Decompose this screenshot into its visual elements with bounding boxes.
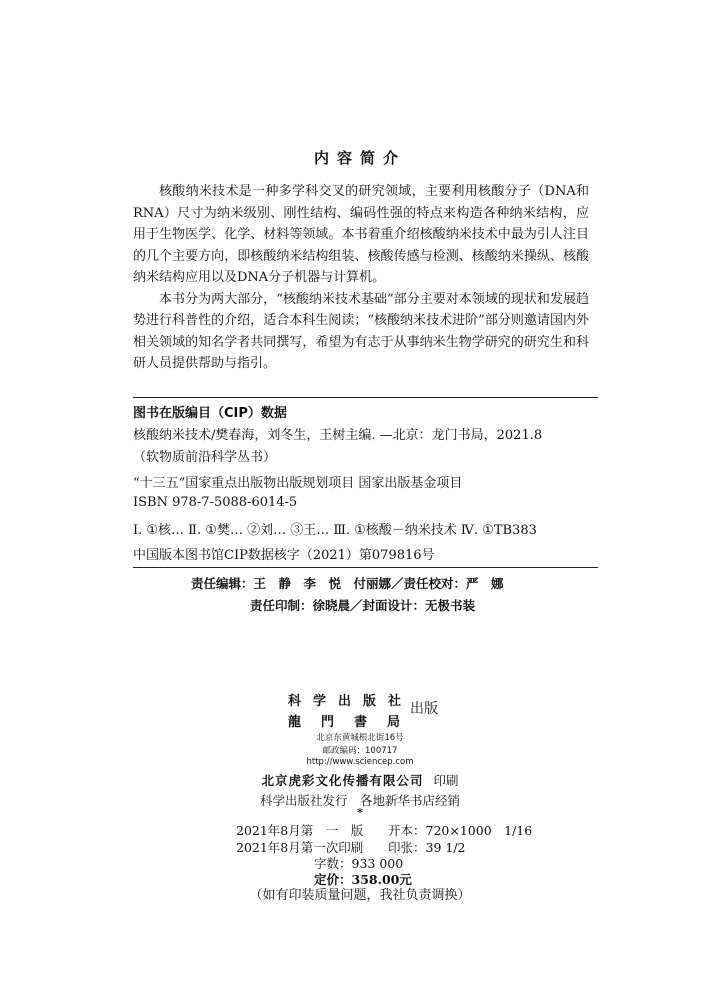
cip-top-rule	[133, 397, 598, 398]
publisher-address: 北京东黄城根北街16号	[316, 733, 404, 743]
credits-line-1: 责任编辑：王 静 李 悦 付丽娜／责任校对：严 娜	[191, 576, 504, 591]
cip-line-4: ISBN 978-7-5088-6014-5	[133, 495, 298, 510]
publish-label: 出版	[410, 701, 438, 717]
publisher-postcode: 邮政编码：100717	[322, 746, 398, 756]
publisher-website: http://www.sciencep.com	[306, 757, 414, 767]
price: 定价：358.00元	[314, 872, 412, 887]
summary-text	[133, 181, 589, 375]
printer-line	[0, 771, 720, 789]
publisher-name-science-press: 科学出版社	[288, 694, 414, 709]
summary-title: 内容简介	[313, 149, 406, 167]
cip-line-1: 核酸纳米技术/樊春海，刘冬生，王树主编. —北京：龙门书局，2021.8	[133, 428, 543, 443]
cip-heading: 图书在版编目（CIP）数据	[133, 406, 287, 421]
cip-bottom-rule	[133, 567, 598, 568]
cip-line-5: Ⅰ. ①核… Ⅱ. ①樊… ②刘… ③王… Ⅲ. ①核酸－纳米技术 Ⅳ. ①TB383	[133, 523, 537, 538]
format-size: 开本：720×1000 1/16	[388, 823, 533, 838]
cip-line-3: “十三五”国家重点出版物出版规划项目 国家出版基金项目	[133, 476, 463, 491]
cip-line-6: 中国版本图书馆CIP数据核字（2021）第079816号	[133, 548, 435, 563]
cip-line-2: （软物质前沿科学丛书）	[133, 450, 277, 465]
credits-line-2: 责任印制：徐晓晨／封面设计：无极书装	[250, 598, 476, 613]
publisher-name-longmen: 龍門書局	[288, 715, 421, 730]
first-printing: 2021年8月第一次印刷	[236, 840, 364, 855]
summary-paragraph-1: 核酸纳米技术是一种多学科交叉的研究领域，主要利用核酸分子（DNA和RNA）尺寸为纳米级别、刚性结构、编码性强的特点来构造各种纳米结构，应用于生物医学、化学、材料等领域。本书着重介绍核酸纳米技术中最为引人注目的几个主要方向，即核酸纳米结构组装、核酸传感与检测、核酸纳米操纵、核酸纳米结构应用以及DNA分子机器与计算机。	[133, 184, 589, 285]
print-label: 印刷	[433, 773, 459, 788]
separator-star: *	[357, 806, 363, 819]
first-edition: 2021年8月第 一 版	[236, 823, 364, 838]
word-count: 字数：933 000	[314, 856, 404, 871]
summary-paragraph-2: 本书分为两大部分，“核酸纳米技术基础”部分主要对本领域的现状和发展趋势进行科普性的介绍，适合本科生阅读；“核酸纳米技术进阶”部分则邀请国内外相关领域的知名学者共同撰写，希望为有志于从事纳米生物学研究的研究生和科研人员提供帮助与指引。	[133, 291, 589, 371]
quality-note: （如有印装质量问题，我社负责调换）	[249, 888, 471, 903]
printed-sheets: 印张：39 1/2	[388, 840, 466, 855]
printer-name: 北京虎彩文化传播有限公司	[261, 773, 424, 788]
distribution-line: 科学出版社发行 各地新华书店经销	[259, 793, 460, 808]
